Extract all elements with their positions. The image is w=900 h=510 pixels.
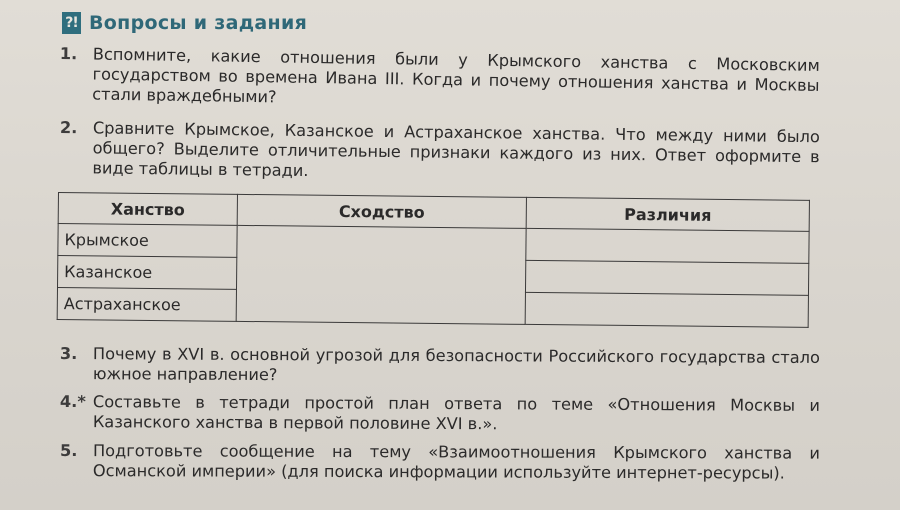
question-text: Сравните Крымское, Казанское и Астраханское ханства. Что между ними было общего? Выделите отличительные признаки каждого из них. Ответ оформите в виде таблицы в тетради. [92,118,820,181]
question-number: 1. [59,44,78,64]
differences-cell [525,260,808,295]
question-text: Вспомните, какие отношения были у Крымского ханства с Московским государством во времена Ивана III. Когда и почему отношения ханства и Москвы стали враждебными? [92,44,820,107]
question-number: 2. [59,118,78,138]
question-3 [60,344,820,388]
khanate-name: Астраханское [57,288,236,322]
section-header [62,12,307,34]
question-exclamation-icon: ?! [62,12,81,34]
question-2 [59,118,820,187]
question-text: Подготовьте сообщение на тему «Взаимоотношения Крымского ханства и Османской империи» (для поиска информации используйте интернет-ресурсы). [92,441,820,483]
question-1 [59,44,820,116]
khanate-name: Казанское [57,256,236,290]
question-text: Составьте в тетради простой план ответа по теме «Отношения Москвы и Казанского ханства в первой половине XVI в.». [92,392,820,434]
section-title: Вопросы и задания [89,12,308,34]
differences-cell [525,292,808,327]
column-header: Различия [526,197,809,231]
question-4 [60,392,820,436]
khanate-name: Крымское [58,224,237,258]
question-number: 3. [59,344,78,364]
question-5 [60,441,820,484]
question-text: Почему в XVI в. основной угрозой для безопасности Российского государства стало южное направление? [92,344,820,385]
question-number: 4.* [59,392,86,412]
column-header: Ханство [58,193,237,226]
differences-cell [526,228,809,263]
similarity-cell [236,225,526,324]
column-header: Сходство [237,194,526,228]
comparison-table [57,192,810,328]
question-number: 5. [59,441,78,461]
